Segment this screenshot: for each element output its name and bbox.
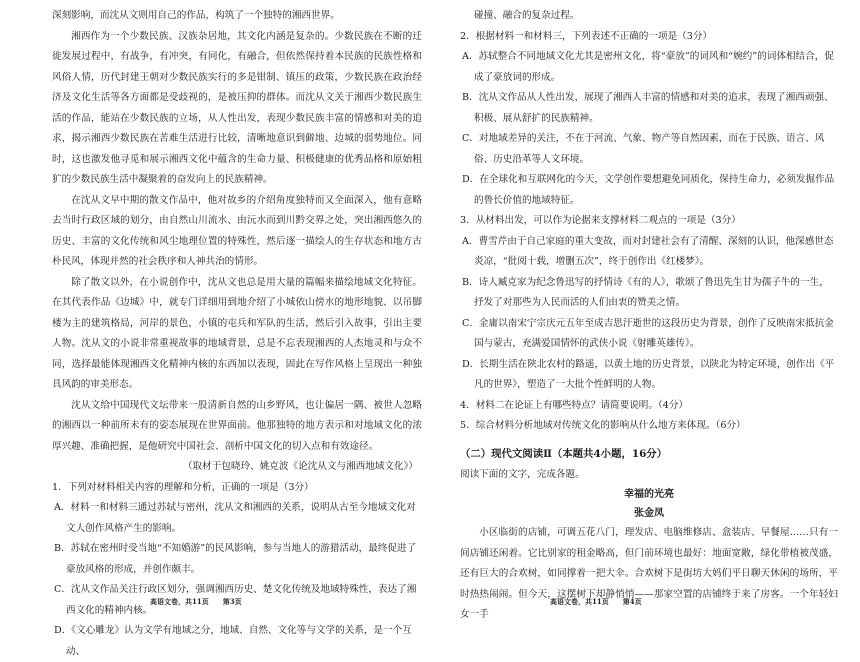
question-1: 1．下列对材料相关内容的理解和分析，正确的一项是（3分） — [52, 481, 314, 493]
question-2-option-a: A．苏轼整合不同地域文化尤其是密州文化，将“豪放”的词风和“婉约”的词体相结合，促成了豪放词的形成。 — [462, 51, 834, 83]
story-paragraph-1: 小区临街的店铺，可调五花八门，理发店、电脑维修店、盒装店、早餐屋……只有一间店铺还闲着。它比别家的租金略高，但门前环境也最好：地面宽敞，绿化带植被茂盛，还有巨大的合欢树，如同撑着一把大伞。合欢树下是街坊大妈们平日聊天休闲的场所，平时热热闹闹。但今天，这摆树下却静悄悄——那家空置的店铺终于来了房客。一个年轻妇女一手 — [460, 527, 838, 620]
question-2-option-b: B．沈从文作品从人性出发，展现了湘西人丰富的情感和对美的追求，表现了湘西顽强、积极、展从舒扩的民族精神。 — [462, 92, 834, 124]
paragraph-2: 湘西作为一个少数民族、汉族杂居地，其文化内涵是复杂的。少数民族在不断的迁徙发展过程中，有战争，有冲突，有同化，有融合，但依然保持着本民族的民族性格和风俗人情，历代封建王朝对少数民族实行的多是钳制、镇压的政策，少数民族在政治经济及文化生活等各方面都是受歧视的，是被压抑的群体。而沈从文关于湘西少数民族生活的作品，能站在少数民族的立场，从人性出发，表现少数民族丰富的情感和对美的追求，揭示湘西少数民族在苦难生活进行比较，清晰地意识到僻地、边城的弱势地位。同时，这也激发他寻觅和展示湘西文化中蕴含的生命力量、积极健康的优秀品格和原始粗犷的少数民族生活中凝聚着的奋发向上的民族精神。 — [52, 30, 422, 185]
question-3-option-b: B．诗人臧克家为纪念鲁迅写的抒情诗《有的人》，歌颂了鲁迅先生甘为孺子牛的一生，抒发了对那些为人民而活的人们由衷的赞美之情。 — [462, 276, 829, 308]
question-2-option-d: D．在全球化和互联网化的今天，文学创作要想避免同质化，保持生命力，必须发掘作品的鲁长价值的地域特征。 — [462, 174, 835, 206]
question-1-option-b: B．苏轼在密州时受当地“不知婚游”的民风影响，参与当地人的游猎活动，最终促进了豪放风格的形成，并创作颇丰。 — [54, 543, 417, 575]
question-2-option-c: C．对地域差异的关注，不在于河流、气象、物产等自然因素，而在于民族、语言、风俗、历史沿革等人文环境。 — [462, 133, 825, 165]
reading-instruction: 阅读下面的文字，完成各题。 — [460, 468, 585, 480]
question-1-option-d: D．《文心雕龙》认为文学有地域之分，地域、自然、文化等与文学的关系，是一个互动、 — [54, 625, 412, 657]
source-citation: （取材于包晓玲、姚克波《论沈从文与湘西地域文化》） — [182, 461, 418, 472]
question-3: 3．从材料出发，可以作为论据来支撑材料二观点的一项是（3分） — [460, 215, 741, 226]
paragraph-4: 除了散文以外，在小说创作中，沈从文也总是用大量的篇幅来描绘地域文化特征。在其代表作品《边城》中，就专门详细用到地介绍了小城依山傍水的地形地貌、以吊脚楼为主的建筑格局，河岸的景色，小镇的屯兵和军队的生活，然后引入故事，引出主要人物。沈从文的小说非常重视故事的地域背景，总是不忘表现湘西的人杰地灵和与众不同，选择最能体现湘西文化精神内核的东西加以表现，固此在写作风格上呈现出一种独具风韵的审美形态。 — [52, 276, 422, 390]
question-1-option-c: C．沈从文作品关注行政区划分，强调湘西历史、楚文化传统及地域特殊性，表达了湘西文化的精神内核。 — [54, 584, 417, 616]
question-2: 2．根据材料一和材料三，下列表述不正确的一项是（3分） — [460, 30, 713, 42]
question-3-option-d: D．长期生活在陕北农村的路遥，以黄土地的历史背景，以陕北为特定环境，创作出《平凡的世界》，塑造了一大批个性鲜明的人物。 — [462, 358, 835, 390]
page-footer-right: 高语文卷，共11页 第4页 — [550, 597, 642, 606]
paragraph-5: 沈从文给中国现代文坛带来一股清新自然的山乡野风，也让偏居一隅、被世人忽略的湘西以一种前所未有的姿态展现在世界面前。他那独特的地方表示和对地域文化的浓厚兴趣、准确把握，是他研究中国社会、剖析中国文化的切入点和有效途径。 — [52, 399, 422, 452]
question-3-option-c: C．金庸以南宋宁宗庆元五年至成吉思汗逝世的这段历史为背景，创作了反映南宋抵抗金国与蒙古，充满爱国情怀的武侠小说《射雕英雄传》。 — [462, 317, 834, 349]
section-heading: （二）现代文阅读Ⅱ（本题共4小题，16分） — [460, 447, 668, 460]
left-page — [0, 0, 430, 657]
right-page — [430, 0, 860, 620]
question-5: 5．综合材料分析地域对传统文化的影响从什么地方来体现。（6分） — [460, 420, 746, 431]
story-title: 幸福的光亮 — [624, 489, 674, 500]
question-1-option-a: A．材料一和材料三通过苏轼与密州，沈从文和湘西的关系，说明从古至今地域文化对文人创作风格产生的影响。 — [54, 502, 416, 534]
continued-option-text: 碰撞、融合的复杂过程。 — [474, 10, 580, 21]
paragraph-1: 深刻影响，而沈从文则用自己的作品，构筑了一个独特的湘西世界。 — [52, 10, 340, 21]
question-4: 4．材料二在论证上有哪些特点？请简要说明。（4分） — [460, 399, 689, 411]
question-3-option-a: A．曹雪芹由于自己家庭的重大变故，而对封建社会有了清醒、深刻的认识，他深感世态炎凉，“批阅十载，增删五次”，终于创作出《红楼梦》。 — [462, 235, 834, 267]
page-footer-left: 高语文卷，共11页 第3页 — [150, 597, 242, 606]
paragraph-3: 在沈从文早中期的散文作品中，他对故乡的介绍角度独特而又全面深入，他有意略去当时行政区域的划分，由自然山川流水、由沅水而到川黔交界之处，突出湘西悠久的历史、丰富的文化传统和风尘地理位置的特殊性，然后逐一描绘人的生存状态和地方古朴民风，体现并然的社会秩序和人神共治的情形。 — [52, 194, 422, 267]
story-author: 张金凤 — [634, 508, 664, 519]
